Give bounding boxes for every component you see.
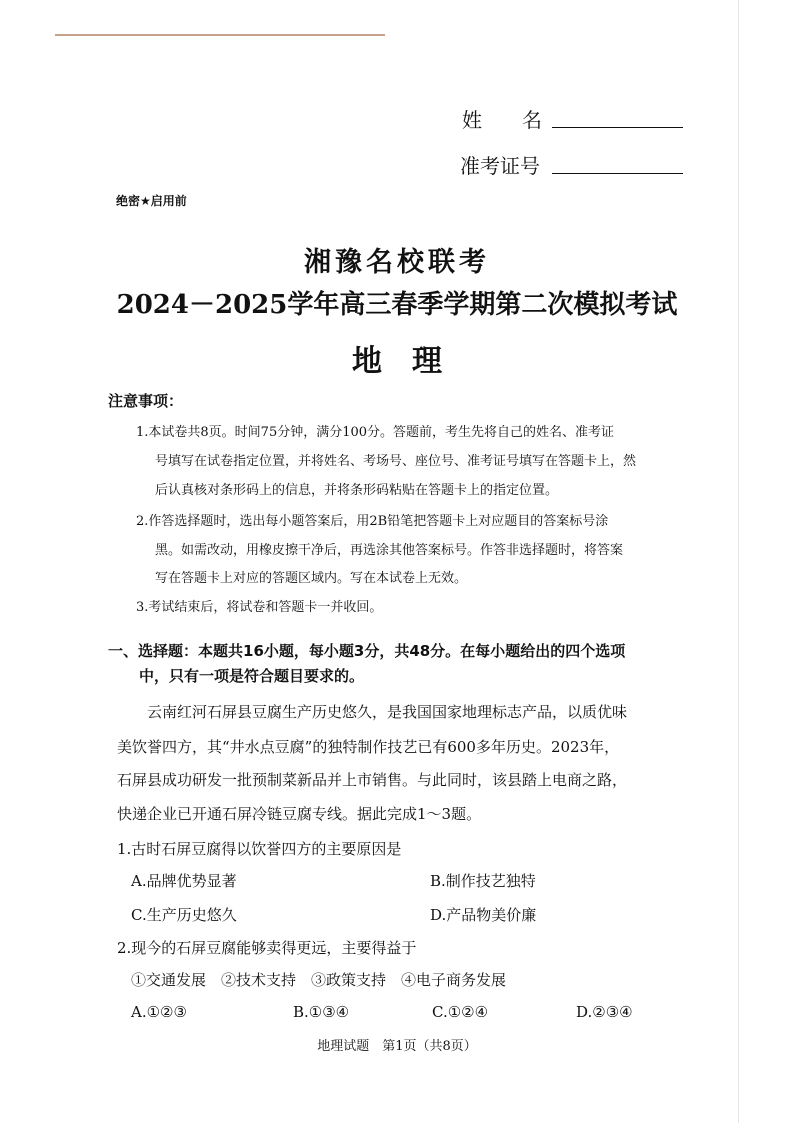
exam-name: 湘豫名校联考 — [304, 247, 490, 278]
passage-line: 石屏县成功研发一批预制菜新品并上市销售。与此同时，该县踏上电商之路， — [117, 771, 628, 789]
question-stem: 2.现今的石屏豆腐能够卖得更远，主要得益于 — [117, 939, 417, 957]
option-a[interactable]: A.①②③ — [131, 1003, 187, 1021]
note-line: 2.作答选择题时，选出每小题答案后，用2B铅笔把答题卡上对应题目的答案标号涂 — [136, 514, 609, 529]
note-line: 1.本试卷共8页。时间75分钟，满分100分。答题前，考生先将自己的姓名、准考证 — [136, 425, 615, 440]
page-fold-line — [738, 0, 739, 1123]
exam-title: 2024－2025学年高三春季学期第二次模拟考试 — [116, 290, 678, 320]
option-c[interactable]: C.生产历史悠久 — [131, 906, 237, 924]
note-line: 黑。如需改动，用橡皮擦干净后，再选涂其他答案标号。作答非选择题时，将答案 — [155, 543, 624, 558]
section-heading-cont: 中，只有一项是符合题目要求的。 — [139, 667, 365, 685]
option-a[interactable]: A.品牌优势显著 — [131, 872, 237, 890]
scan-edge-line — [55, 34, 385, 36]
exam-id-label: 准考证号 — [460, 154, 540, 178]
option-c[interactable]: C.①②④ — [432, 1003, 489, 1021]
note-line: 号填写在试卷指定位置，并将姓名、考场号、座位号、准考证号填写在答题卡上，然 — [155, 454, 637, 469]
question-items: ①交通发展 ②技术支持 ③政策支持 ④电子商务发展 — [131, 971, 507, 989]
section-heading: 一、选择题：本题共16小题，每小题3分，共48分。在每小题给出的四个选项 — [108, 642, 626, 660]
page-footer: 地理试题 第1页（共8页） — [317, 1039, 477, 1054]
subject-title: 地 理 — [352, 344, 442, 379]
exam-id-field[interactable] — [552, 173, 683, 174]
name-label: 姓 名 — [462, 108, 542, 132]
name-field[interactable] — [552, 127, 683, 128]
option-b[interactable]: B.①③④ — [293, 1003, 350, 1021]
passage-line: 云南红河石屏县豆腐生产历史悠久，是我国国家地理标志产品，以质优味 — [147, 703, 628, 721]
note-line: 写在答题卡上对应的答题区域内。写在本试卷上无效。 — [155, 571, 468, 586]
confidential-mark: 绝密★启用前 — [116, 194, 187, 208]
option-d[interactable]: D.产品物美价廉 — [430, 906, 537, 924]
option-d[interactable]: D.②③④ — [576, 1003, 633, 1021]
question-stem: 1.古时石屏豆腐得以饮誉四方的主要原因是 — [117, 840, 402, 858]
passage-line: 美饮誉四方，其“井水点豆腐”的独特制作技艺已有600多年历史。2023年， — [117, 738, 620, 756]
passage-line: 快递企业已开通石屏冷链豆腐专线。据此完成1～3题。 — [117, 805, 482, 823]
note-line: 3.考试结束后，将试卷和答题卡一并收回。 — [136, 600, 383, 615]
notes-heading: 注意事项： — [108, 392, 184, 410]
note-line: 后认真核对条形码上的信息，并将条形码粘贴在答题卡上的指定位置。 — [155, 483, 559, 498]
option-b[interactable]: B.制作技艺独特 — [430, 872, 536, 890]
